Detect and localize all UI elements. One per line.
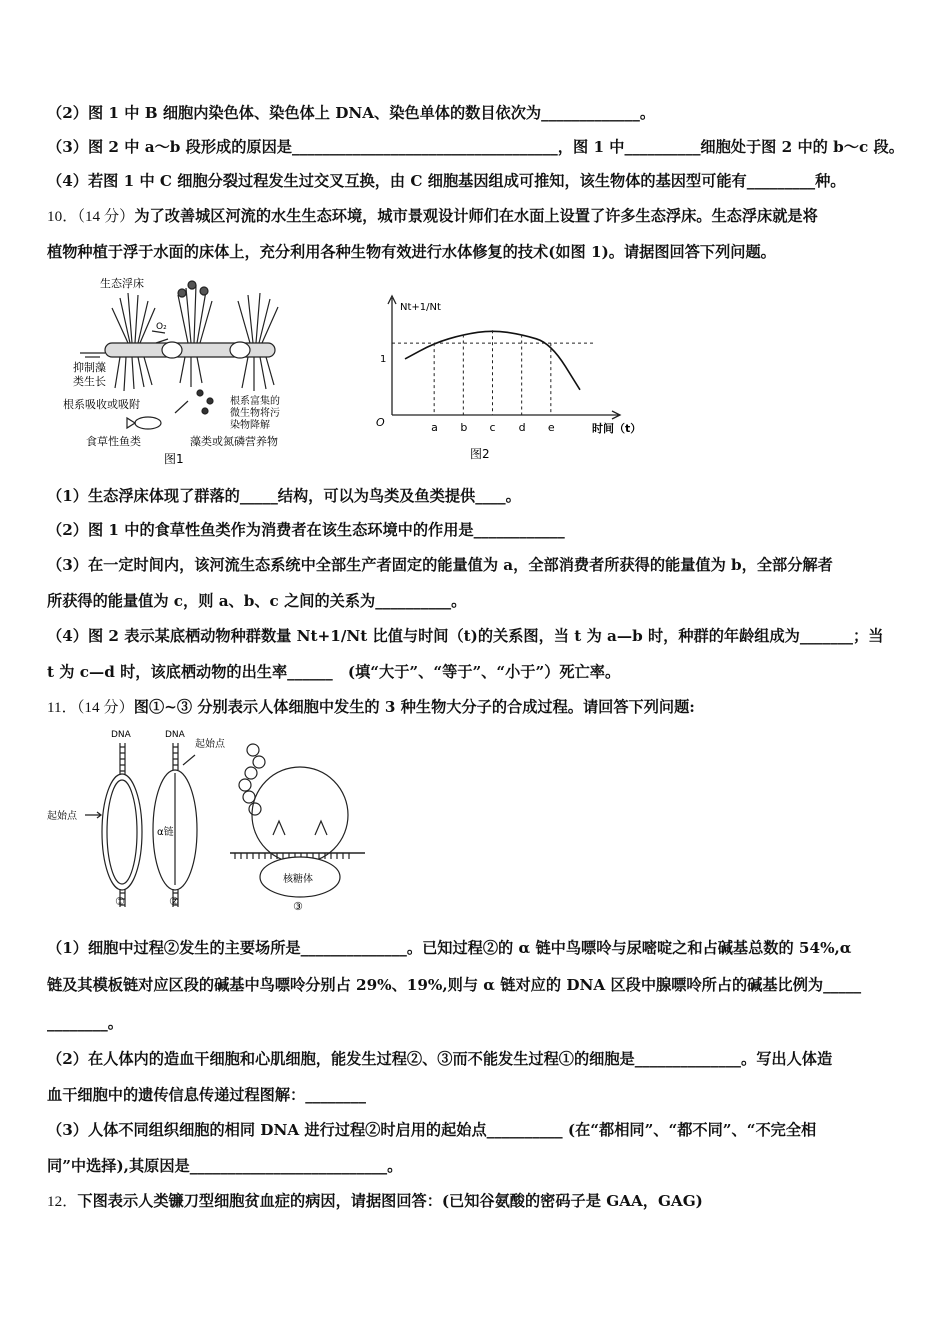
q9-sub3: （3）图 2 中 a～b 段形成的原因是___________________________________，图 1 中__________细胞处于图 2 中的 b～c 段。 <box>47 138 904 156</box>
q9-sub2: （2）图 1 中 B 细胞内染色体、染色体上 DNA、染色单体的数目依次为_____________。 <box>47 104 656 122</box>
fig3-num-3: ③ <box>293 900 303 913</box>
q11-stem-text: 图①~③ 分别表示人体细胞中发生的 3 种生物大分子的合成过程。请回答下列问题: <box>133 698 695 716</box>
fig3-label-dna-1: DNA <box>111 730 131 740</box>
chart-origin: O <box>376 416 385 429</box>
chart-tick-a: a <box>431 421 438 434</box>
q11-sub3-line2: 同”中选择),其原因是__________________________。 <box>47 1157 403 1175</box>
q11-sub2-line2: 血干细胞中的遗传信息传递过程图解：________ <box>47 1086 366 1104</box>
q10-sub3-line2: 所获得的能量值为 c，则 a、b、c 之间的关系为__________。 <box>47 592 467 610</box>
fig1-label-algae: 藻类或氮磷营养物 <box>190 435 278 448</box>
figure-2-chart <box>370 290 660 465</box>
q10-number: 10．（14 分） <box>47 208 135 225</box>
q11-sub1-line3: ________。 <box>47 1014 123 1032</box>
fig3-label-alpha: α链 <box>157 827 174 838</box>
q11-number: 11．（14 分） <box>47 699 134 716</box>
chart-tick-b: b <box>460 421 468 434</box>
fig3-num-2: ② <box>169 895 179 908</box>
fig1-label-float-bed: 生态浮床 <box>100 277 144 290</box>
q12-stem-text: 下图表示人类镰刀型细胞贫血症的病因，请据图回答：(已知谷氨酸的密码子是 GAA，GAG) <box>77 1192 703 1210</box>
figure-3-processes <box>45 725 365 915</box>
fig1-label-inhibit-1: 抑制藻 <box>73 361 106 374</box>
fig3-num-1: ① <box>115 895 125 908</box>
chart-title: 图2 <box>470 447 490 461</box>
chart-ref-label: 1 <box>380 354 387 365</box>
q11-sub1-line1: （1）细胞中过程②发生的主要场所是______________。已知过程②的 α 链中鸟嘌呤与尿嘧啶之和占碱基总数的 54%,α <box>47 939 852 957</box>
fig1-label-micro-1: 根系富集的 <box>230 396 280 407</box>
figure-1-floating-bed <box>60 273 310 468</box>
chart-tick-d: d <box>518 421 526 434</box>
fig3-label-dna-2: DNA <box>165 730 185 740</box>
chart-tick-c: c <box>489 421 496 434</box>
q12-stem <box>47 1191 907 1212</box>
fig1-label-o2: O₂ <box>156 322 167 332</box>
q11-sub3-line1: （3）人体不同组织细胞的相同 DNA 进行过程②时启用的起始点__________ (在“都相同”、“都不同”、“不完全相 <box>47 1121 817 1139</box>
chart-tick-e: e <box>547 421 555 434</box>
q10-stem-line1 <box>47 206 907 227</box>
fig1-caption: 图1 <box>164 452 184 466</box>
q10-sub1: （1）生态浮床体现了群落的_____结构，可以为鸟类及鱼类提供____。 <box>47 487 521 505</box>
fig3-label-origin-top: 起始点 <box>195 739 225 750</box>
q10-sub2: （2）图 1 中的食草性鱼类作为消费者在该生态环境中的作用是____________ <box>47 521 565 539</box>
q9-sub4: （4）若图 1 中 C 细胞分裂过程发生过交叉互换，由 C 细胞基因组成可推知，该生物体的基因型可能有_________种。 <box>47 172 846 190</box>
fig3-label-origin-left: 起始点 <box>47 811 77 822</box>
fig1-label-micro-3: 染物降解 <box>230 420 270 431</box>
fig1-label-micro-2: 微生物将污 <box>230 408 280 419</box>
chart-xlabel: 时间（t） <box>592 422 642 435</box>
q11-sub1-line2: 链及其模板链对应区段的碱基中鸟嘌呤分别占 29%、19%,则与 α 链对应的 DNA 区段中腺嘌呤所占的碱基比例为_____ <box>47 976 862 994</box>
q12-number: 12． <box>47 1193 78 1210</box>
q10-stem-text: 为了改善城区河流的水生生态环境，城市景观设计师们在水面上设置了许多生态浮床。生态浮床就是将 <box>134 207 818 225</box>
fig1-label-root: 根系吸收或吸附 <box>63 398 140 411</box>
q10-stem-line2: 植物种植于浮于水面的床体上，充分利用各种生物有效进行水体修复的技术(如图 1)。请据图回答下列问题。 <box>47 243 776 261</box>
chart-ylabel: Nt+1/Nt <box>400 302 441 313</box>
q11-stem <box>47 697 907 718</box>
q11-sub2-line1: （2）在人体内的造血干细胞和心肌细胞，能发生过程②、③而不能发生过程①的细胞是______________。写出人体造 <box>47 1050 833 1068</box>
fig1-label-inhibit-2: 类生长 <box>73 375 106 388</box>
q10-sub4-line2: t 为 c—d 时，该底栖动物的出生率______ (填“大于”、“等于”、“小于”）死亡率。 <box>47 663 621 681</box>
q10-sub3-line1: （3）在一定时间内，该河流生态系统中全部生产者固定的能量值为 a，全部消费者所获得的能量值为 b，全部分解者 <box>47 556 833 574</box>
fig1-label-fish: 食草性鱼类 <box>86 435 141 448</box>
q10-sub4-line1: （4）图 2 表示某底栖动物种群数量 Nt+1/Nt 比值与时间（t)的关系图，当 t 为 a—b 时，种群的年龄组成为_______；当 <box>47 627 884 645</box>
fig3-label-ribosome: 核糖体 <box>283 874 313 885</box>
